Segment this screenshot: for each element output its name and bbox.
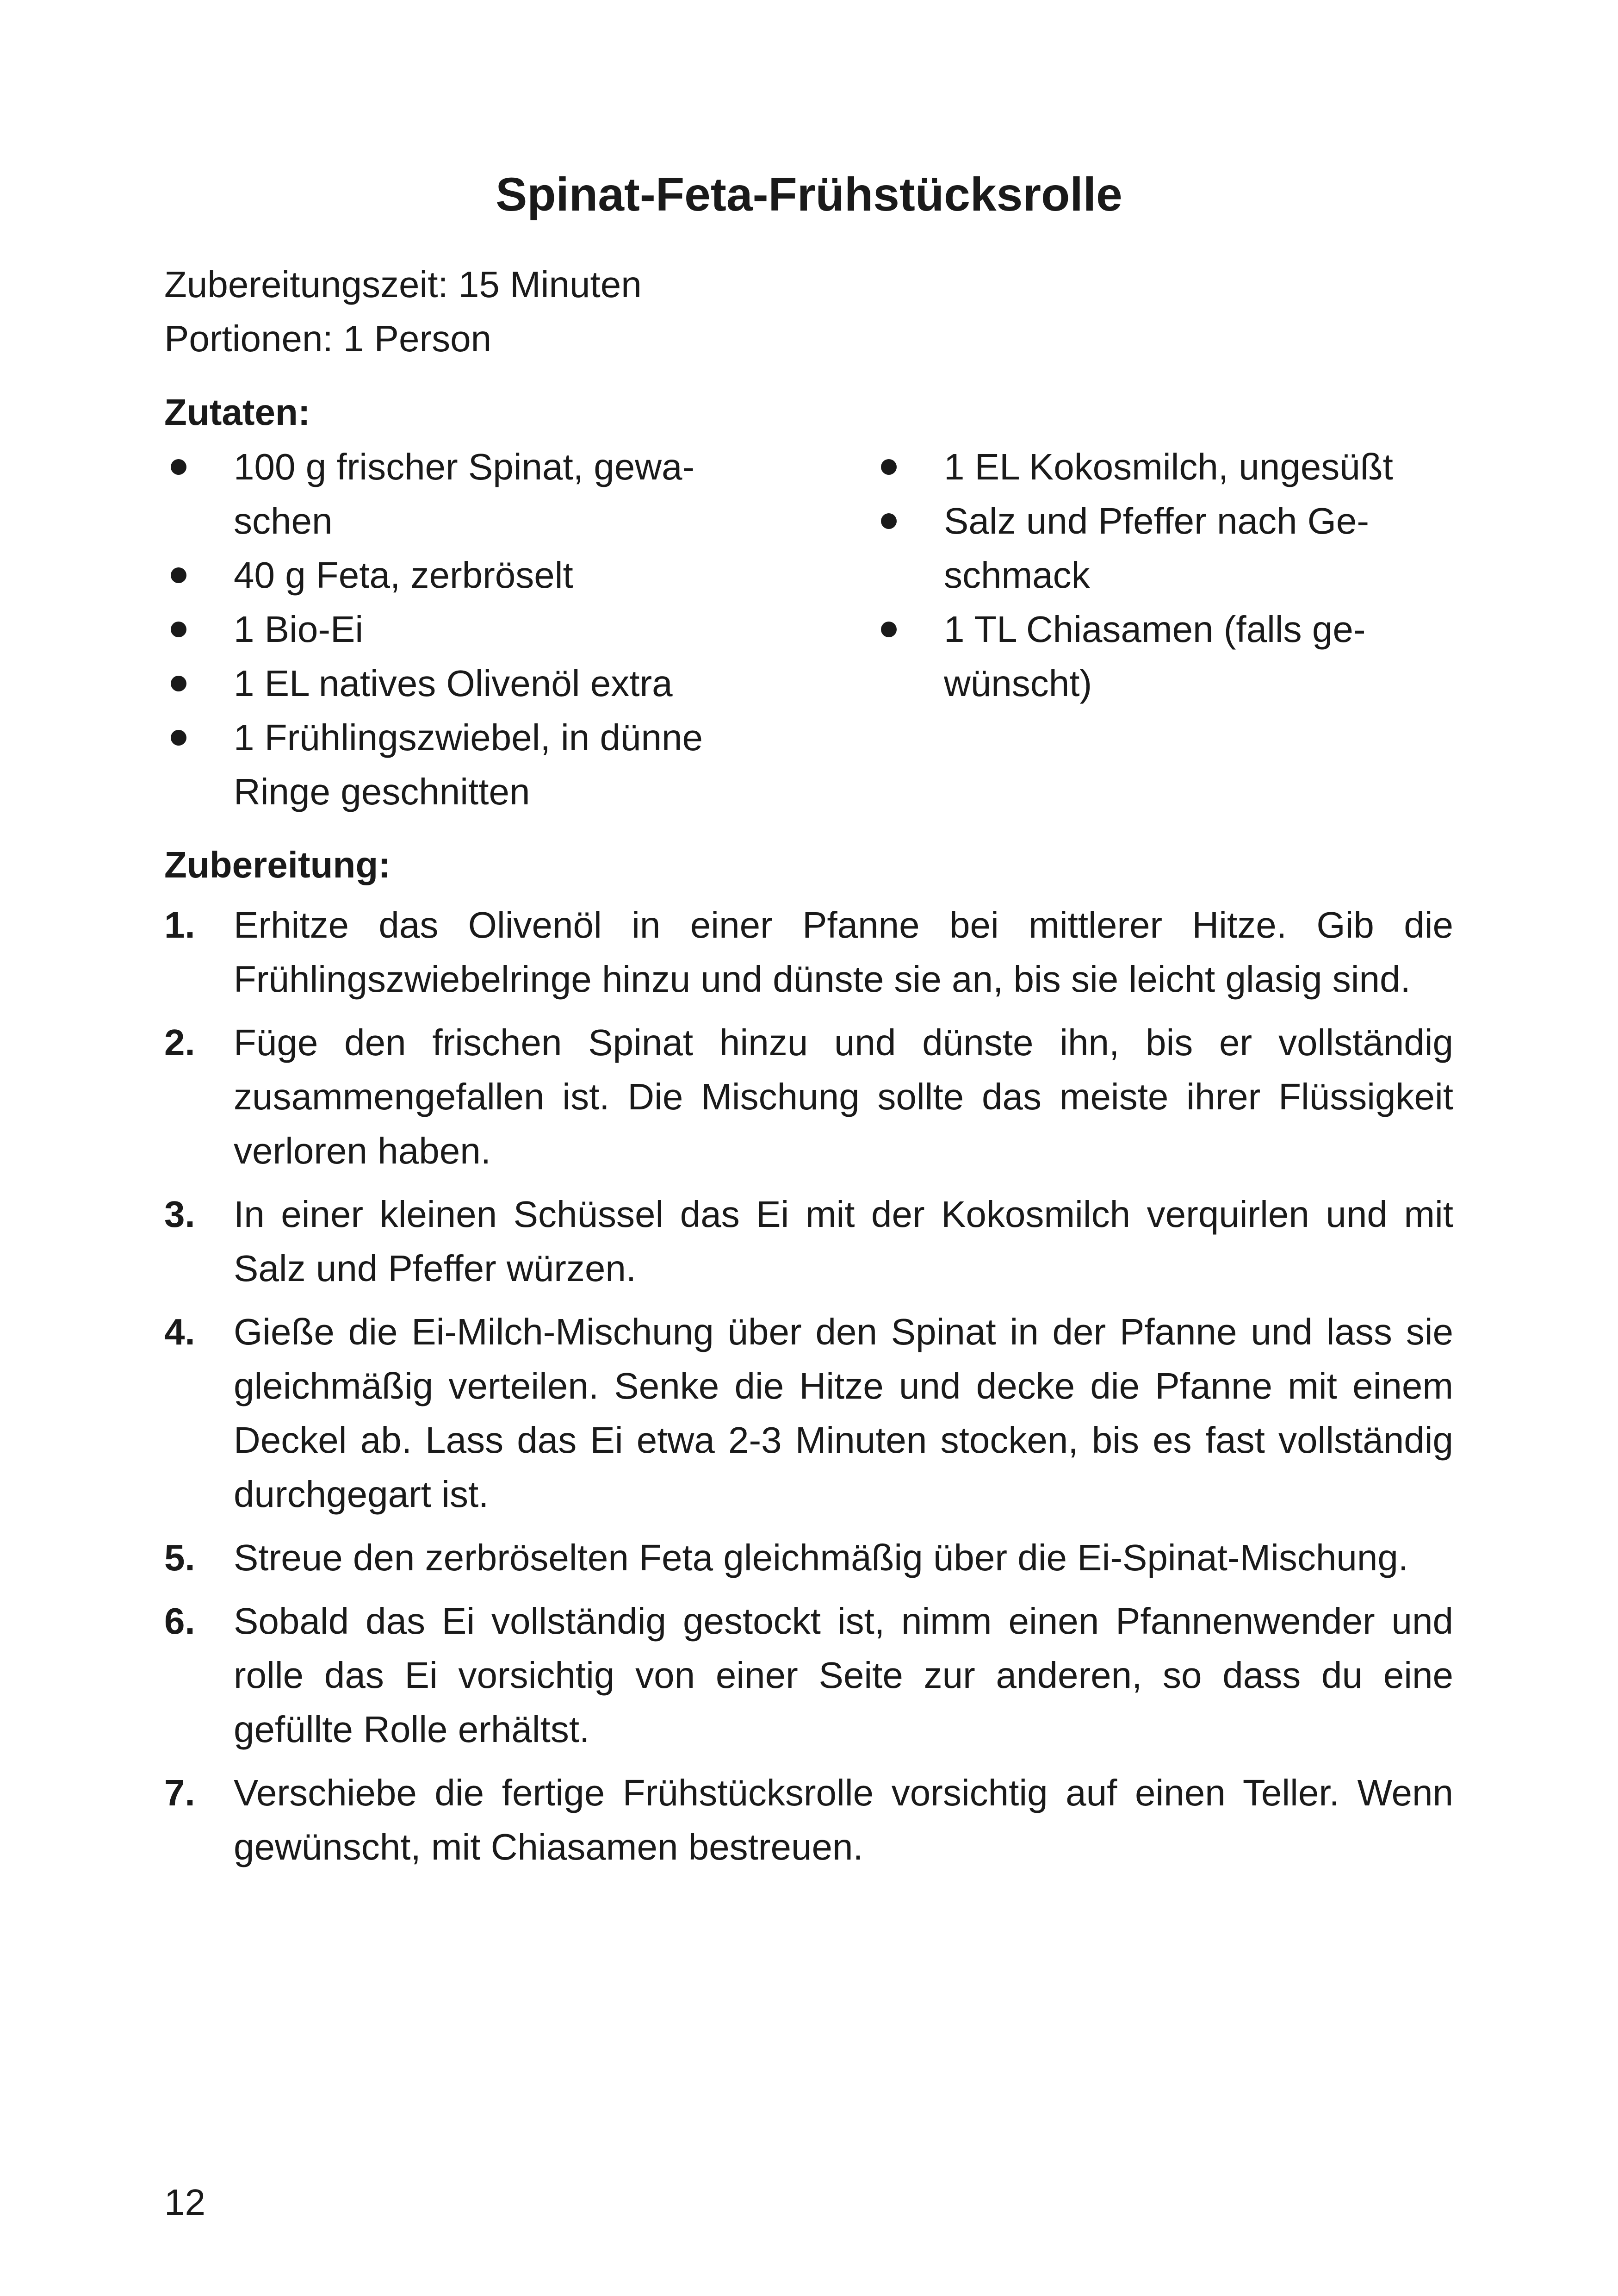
step-number: 1. [164, 904, 195, 946]
ingredient-text: 40 g Feta, zerbröselt [234, 554, 573, 596]
bullet-icon [171, 459, 186, 475]
step-number: 3. [164, 1194, 195, 1235]
step-number: 7. [164, 1772, 195, 1813]
step-item [164, 1594, 1453, 1756]
ingredient-text: 1 Frühlingszwiebel, in dünne Ringe geschnitten [234, 717, 703, 812]
ingredient-text: Salz und Pfeffer nach Ge-schmack [944, 500, 1370, 596]
ingredients-heading: Zutaten: [164, 392, 310, 433]
ingredient-item [164, 602, 766, 656]
step-item [164, 898, 1453, 1006]
portions: Portionen: 1 Person [164, 318, 492, 359]
bullet-icon [171, 730, 186, 746]
ingredient-text: 100 g frischer Spinat, gewa-schen [234, 446, 695, 541]
ingredient-item [874, 494, 1476, 602]
bullet-icon [881, 622, 897, 637]
step-text: In einer kleinen Schüssel das Ei mit der Kokosmilch verquirlen und mit Salz und Pfeffer würzen. [234, 1194, 1453, 1289]
step-text: Streue den zerbröselten Feta gleichmäßig über die Ei-Spinat-Mischung. [234, 1537, 1409, 1578]
step-number: 5. [164, 1537, 195, 1578]
ingredients-list-right [874, 440, 1476, 710]
ingredient-item [874, 602, 1476, 710]
step-item [164, 1305, 1453, 1521]
step-text: Füge den frischen Spinat hinzu und dünste ihn, bis er vollständig zusammengefallen ist. Die Mischung sollte das meiste ihrer Flüssigkeit verloren haben. [234, 1022, 1453, 1171]
step-text: Sobald das Ei vollständig gestockt ist, nimm einen Pfannenwender und rolle das Ei vorsichtig von einer Seite zur anderen, so dass du eine gefüllte Rolle erhältst. [234, 1600, 1453, 1750]
bullet-icon [881, 513, 897, 529]
bullet-icon [171, 676, 186, 691]
ingredient-item [164, 710, 766, 819]
bullet-icon [881, 459, 897, 475]
ingredient-text: 1 TL Chiasamen (falls ge-wünscht) [944, 609, 1366, 704]
ingredient-item [164, 440, 766, 548]
step-item [164, 1015, 1453, 1178]
step-number: 6. [164, 1600, 195, 1642]
page-number: 12 [164, 2182, 205, 2223]
ingredient-item [164, 656, 766, 710]
ingredient-item [164, 548, 766, 602]
step-text: Erhitze das Olivenöl in einer Pfanne bei mittlerer Hitze. Gib die Frühlingszwiebelringe hinzu und dünste sie an, bis sie leicht glasig sind. [234, 904, 1453, 1000]
recipe-title: Spinat-Feta-Frühstücksrolle [496, 168, 1122, 221]
step-item [164, 1766, 1453, 1874]
preparation-heading: Zubereitung: [164, 844, 391, 885]
recipe-meta [164, 257, 642, 366]
bullet-icon [171, 567, 186, 583]
bullet-icon [171, 622, 186, 637]
step-text: Gieße die Ei-Milch-Mischung über den Spinat in der Pfanne und lass sie gleichmäßig verteilen. Senke die Hitze und decke die Pfanne mit einem Deckel ab. Lass das Ei etwa 2-3 Minuten stocken, bis es fast vollständig durchgegart ist. [234, 1311, 1453, 1515]
preparation-steps [164, 898, 1453, 1883]
step-number: 2. [164, 1022, 195, 1063]
step-item [164, 1531, 1453, 1585]
prep-time: Zubereitungszeit: 15 Minuten [164, 264, 642, 305]
ingredient-item [874, 440, 1476, 494]
step-text: Verschiebe die fertige Frühstücksrolle vorsichtig auf einen Teller. Wenn gewünscht, mit Chiasamen bestreuen. [234, 1772, 1453, 1867]
ingredients-list-left [164, 440, 766, 819]
ingredient-text: 1 EL Kokosmilch, ungesüßt [944, 446, 1393, 487]
step-number: 4. [164, 1311, 195, 1352]
step-item [164, 1187, 1453, 1295]
ingredient-text: 1 Bio-Ei [234, 609, 364, 650]
ingredient-text: 1 EL natives Olivenöl extra [234, 663, 673, 704]
